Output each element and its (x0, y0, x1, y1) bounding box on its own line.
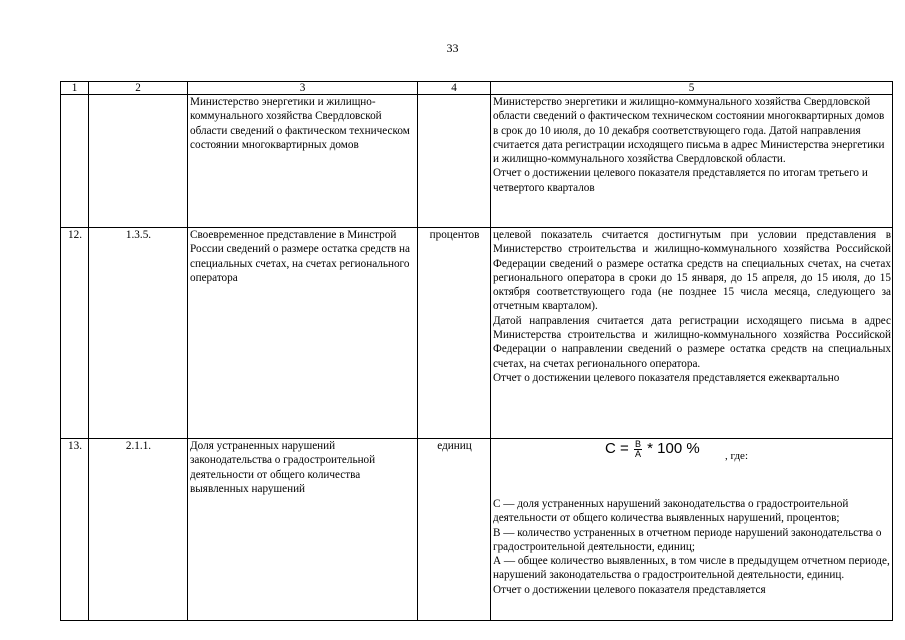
formula-expression (605, 439, 700, 459)
indicator-name: Своевременное представление в Минстрой России сведений о размере остатка средств на специальных счетах, на счетах регионального оператора (188, 228, 418, 439)
indicator-name: Министерство энергетики и жилищно-коммунального хозяйства Свердловской области сведений о фактическом техническом состоянии многоквартирных домов (188, 95, 418, 228)
row-number (61, 95, 89, 228)
formula-numerator: В (634, 438, 641, 449)
header-cell-2: 2 (89, 82, 188, 95)
method-paragraph: Отчет о достижении целевого показателя представляется по итогам третьего и четвертого кварталов (493, 167, 868, 194)
method-paragraph: В — количество устраненных в отчетном периоде нарушений законодательства о градостроительной деятельности, единиц; (493, 526, 882, 553)
table-header-row (61, 82, 893, 95)
method-description (491, 95, 893, 228)
header-cell-1: 1 (61, 82, 89, 95)
row-code: 2.1.1. (89, 439, 188, 621)
method-paragraph: Датой направления считается дата регистрации исходящего письма в адрес Министерства строительства и жилищно-коммунального хозяйства Российской Федерации о направлении сведений о размере остатка средств на специальных счетах, на счетах регионального оператора. (493, 314, 891, 370)
header-cell-4: 4 (418, 82, 491, 95)
method-paragraph: целевой показатель считается достигнутым при условии представления в Министерство строительства и жилищно-коммунального хозяйства Российской Федерации сведений о размере остатка средств на специальных счетах, на счетах регионального оператора в сроки до 15 января, до 15 апреля, до 15 июля, до 15 октября соответствующего года (не позднее 15 числа месяца, следующего за отчетным кварталом). (493, 229, 891, 313)
unit: единиц (418, 439, 491, 621)
method-paragraph: Отчет о достижении целевого показателя представляется (493, 583, 766, 596)
row-code (89, 95, 188, 228)
row-number: 12. (61, 228, 89, 439)
method-description (491, 439, 893, 621)
formula-denominator: А (634, 448, 641, 459)
table-row (61, 228, 893, 439)
page-number: 33 (446, 41, 459, 55)
method-paragraph: А — общее количество выявленных, в том числе в предыдущем отчетном периоде, нарушений законодательства о градостроительной деятельности, единиц. (493, 555, 890, 582)
header-cell-3: 3 (188, 82, 418, 95)
formula-lhs: С = (605, 440, 629, 457)
formula-fraction (634, 440, 642, 459)
method-paragraph: Министерство энергетики и жилищно-коммунального хозяйства Свердловской области сведений о фактическом техническом состоянии многоквартирных домов в срок до 10 июля, до 10 декабря соответствующего года. Датой направления считается дата регистрации исходящего письма в адрес Министерства энергетики и жилищно-коммунального хозяйства Свердловской области. (493, 96, 885, 166)
indicators-table (60, 81, 893, 621)
indicator-name: Доля устраненных нарушений законодательства о градостроительной деятельности от общего количества выявленных нарушений (188, 439, 418, 621)
table-row (61, 439, 893, 621)
method-paragraph: С — доля устраненных нарушений законодательства о градостроительной деятельности от общего количества выявленных нарушений, процентов; (493, 498, 849, 525)
row-number: 13. (61, 439, 89, 621)
method-description (491, 228, 893, 439)
formula-rhs: * 100 % (647, 440, 700, 457)
header-cell-5: 5 (491, 82, 893, 95)
method-paragraph: Отчет о достижении целевого показателя представляется ежеквартально (493, 371, 840, 384)
row-code: 1.3.5. (89, 228, 188, 439)
table-row (61, 95, 893, 228)
unit (418, 95, 491, 228)
formula (493, 439, 891, 469)
formula-suffix: , где: (725, 450, 748, 462)
unit: процентов (418, 228, 491, 439)
